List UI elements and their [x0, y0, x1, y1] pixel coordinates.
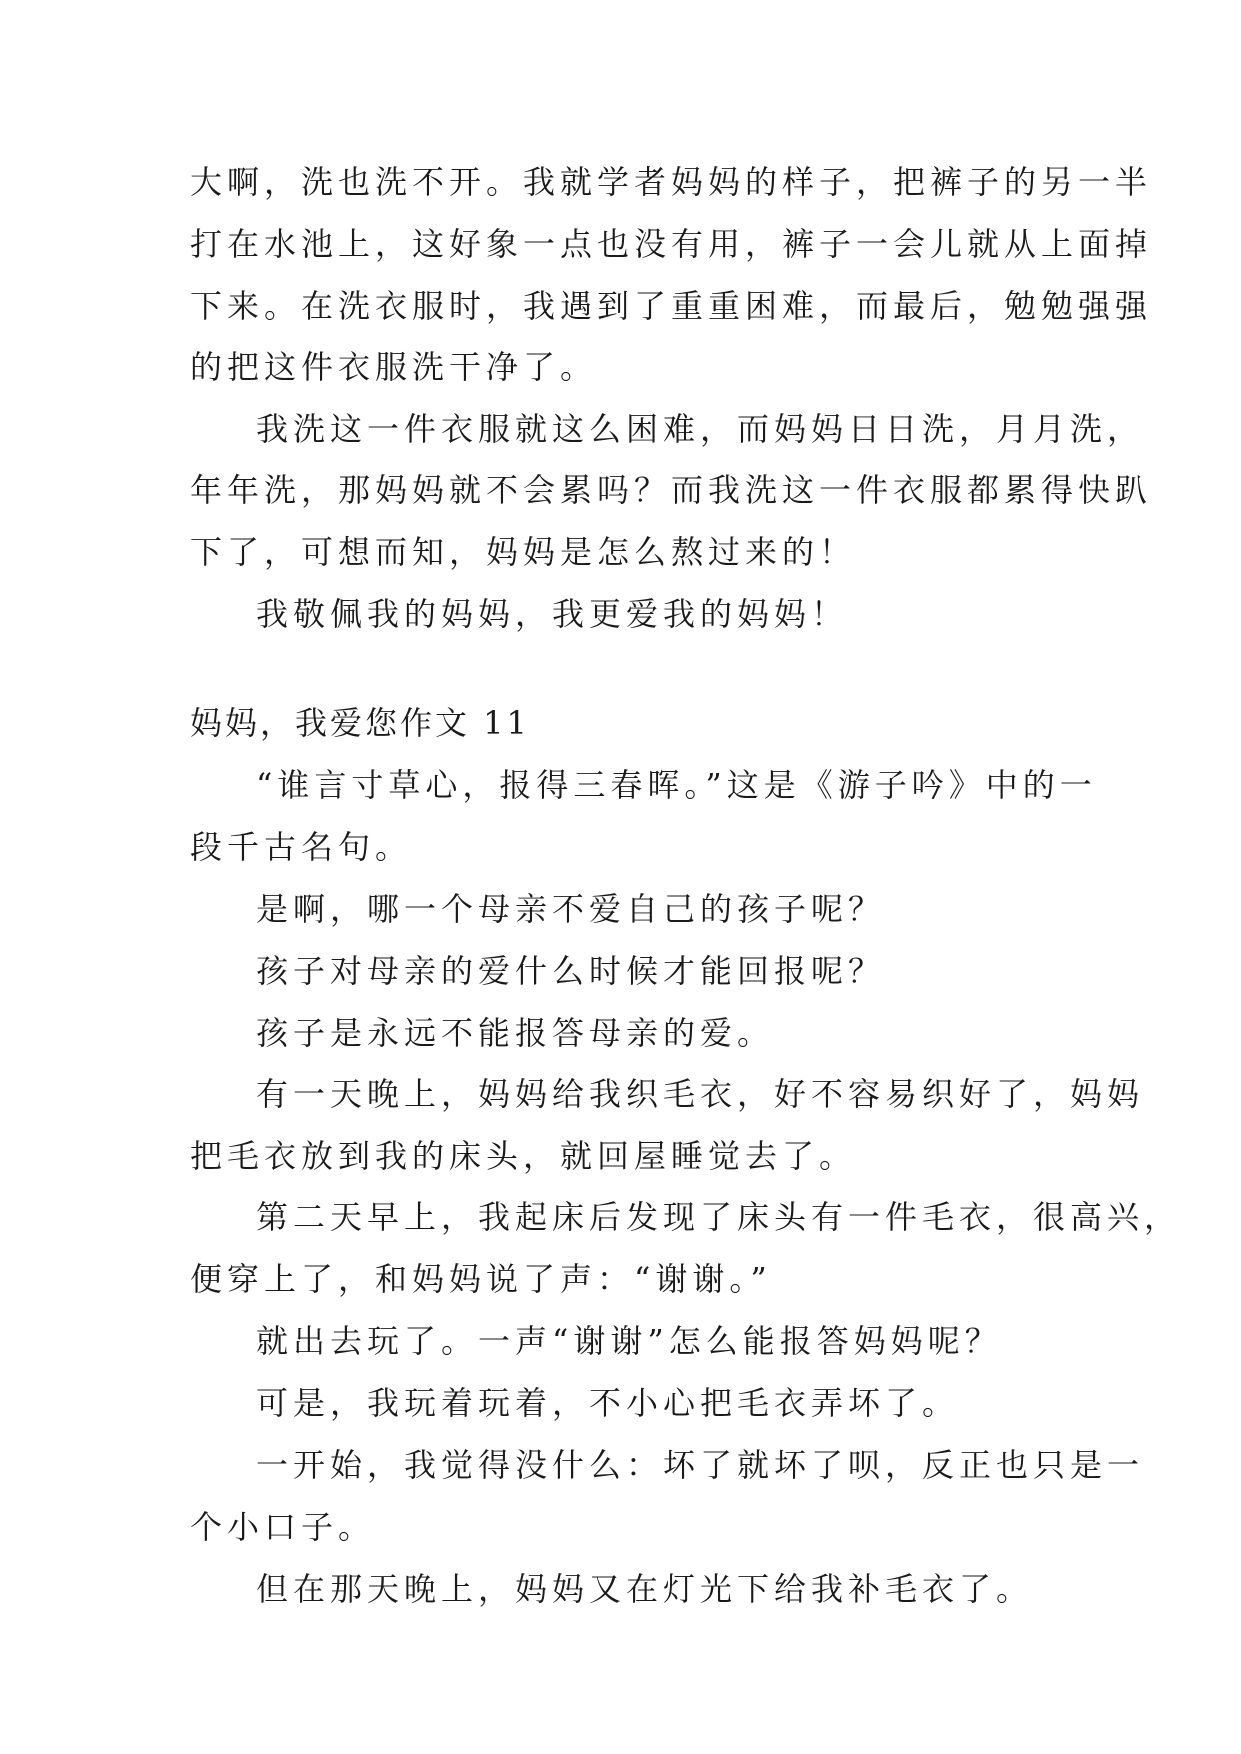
text-line: 孩子是永远不能报答母亲的爱。: [256, 1014, 775, 1052]
text-line: 下来。在洗衣服时，我遇到了重重困难，而最后，勉勉强强: [190, 287, 1153, 325]
text-line: 孩子对母亲的爱什么时候才能回报呢？: [256, 952, 886, 990]
text-line: 个小口子。: [190, 1508, 376, 1546]
text-line: 但在那天晚上，妈妈又在灯光下给我补毛衣了。: [256, 1570, 1034, 1608]
text-line: 可是，我玩着玩着，不小心把毛衣弄坏了。: [256, 1384, 960, 1422]
text-line: 下了，可想而知，妈妈是怎么熬过来的！: [190, 533, 857, 571]
text-line: 打在水池上，这好象一点也没有用，裤子一会儿就从上面掉: [190, 225, 1153, 263]
text-line: 便穿上了，和妈妈说了声：“谢谢。”: [190, 1260, 772, 1298]
text-line: “谁言寸草心，报得三春晖。”这是《游子吟》中的一: [256, 766, 1097, 804]
text-line: 就出去玩了。一声“谢谢”怎么能报答妈妈呢？: [256, 1322, 1002, 1360]
text-line: 有一天晚上，妈妈给我织毛衣，好不容易织好了，妈妈: [256, 1075, 1145, 1113]
text-line: 把毛衣放到我的床头，就回屋睡觉去了。: [190, 1137, 857, 1175]
text-line: 段千古名句。: [190, 828, 413, 866]
text-line: 大啊，洗也洗不开。我就学者妈妈的样子，把裤子的另一半: [190, 163, 1153, 201]
text-line: 第二天早上，我起床后发现了床头有一件毛衣，很高兴，: [256, 1198, 1182, 1236]
section-heading: 妈妈，我爱您作文 11: [190, 704, 530, 742]
text-line: 我洗这一件衣服就这么困难，而妈妈日日洗，月月洗，: [256, 410, 1145, 448]
text-line: 我敬佩我的妈妈，我更爱我的妈妈！: [256, 595, 849, 633]
text-line: 是啊，哪一个母亲不爱自己的孩子呢？: [256, 890, 886, 928]
text-line: 的把这件衣服洗干净了。: [190, 348, 598, 386]
text-line: 一开始，我觉得没什么：坏了就坏了呗，反正也只是一: [256, 1446, 1145, 1484]
text-line: 年年洗，那妈妈就不会累吗？而我洗这一件衣服都累得快趴: [190, 471, 1153, 509]
